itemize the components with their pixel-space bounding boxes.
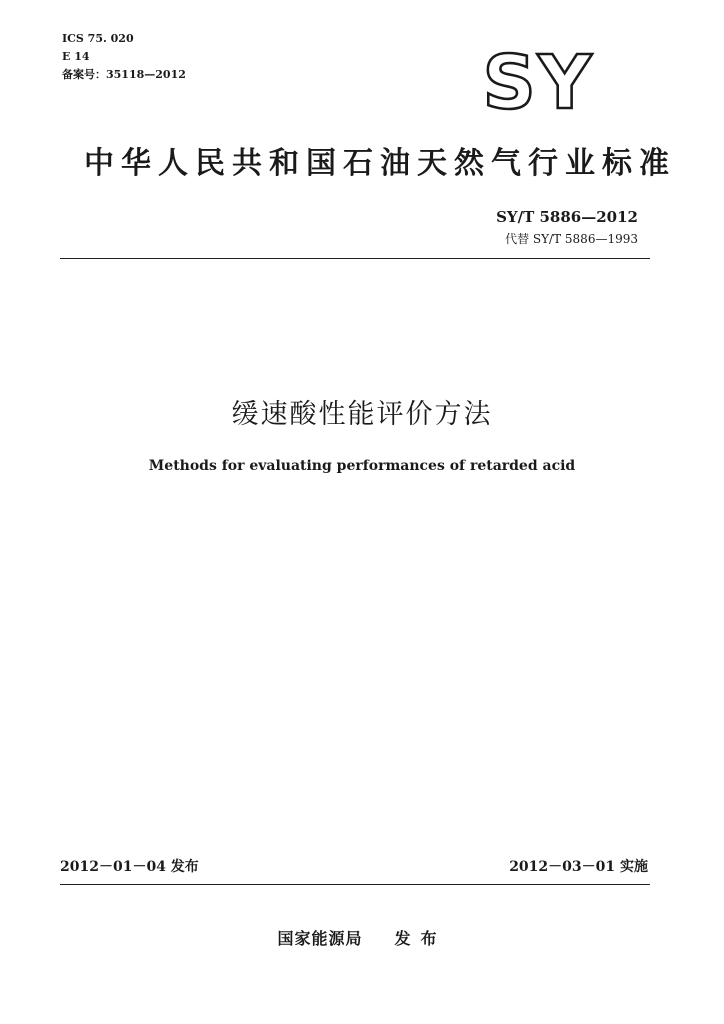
document-title-english: Methods for evaluating performances of retarded acid: [148, 458, 576, 474]
classification-code: E 14: [62, 50, 90, 63]
document-title-chinese: 缓速酸性能评价方法: [231, 399, 493, 430]
sy-logo-text: SY: [482, 46, 594, 116]
filing-number: 备案号：35118—2012: [62, 68, 186, 81]
top-divider: [60, 258, 650, 259]
cover-metadata: [62, 30, 186, 84]
sy-logo: [478, 46, 598, 116]
issuing-standard-type: 中华人民共和国石油天然气行业标准: [84, 146, 676, 181]
publisher-line: [0, 926, 724, 949]
bottom-divider: [60, 884, 650, 885]
standard-number: SY/T 5886—2012: [496, 208, 638, 226]
ics-code: ICS 75. 020: [62, 32, 134, 45]
issue-date: 2012－01－04 发布: [60, 859, 199, 875]
publish-action: 发布: [394, 929, 447, 948]
publisher-name: 国家能源局: [277, 929, 363, 948]
effective-date: 2012－03－01 实施: [509, 859, 648, 875]
replaced-standard: 代替 SY/T 5886—1993: [505, 232, 638, 246]
standard-number-block: [496, 208, 638, 247]
